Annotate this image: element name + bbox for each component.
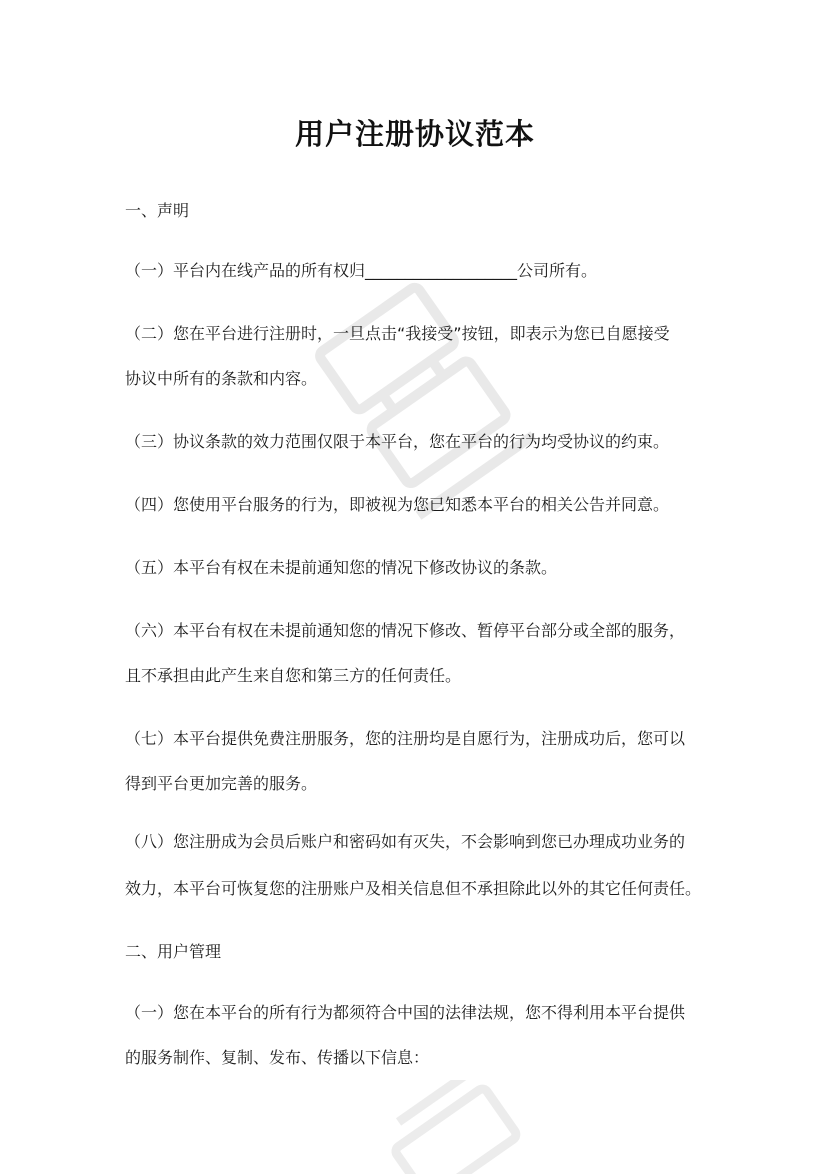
document-title: 用户注册协议范本 [294, 117, 535, 151]
clause-1-8-line-1: （八）您注册成为会员后账户和密码如有灭失，不会影响到您已办理成功业务的 [125, 832, 686, 851]
section-heading-declaration: 一、声明 [125, 201, 190, 220]
clause-1-7-line-1: （七）本平台提供免费注册服务，您的注册均是自愿行为，注册成功后，您可以 [125, 729, 686, 748]
clause-2-1-line-1: （一）您在本平台的所有行为都须符合中国的法律法规，您不得利用本平台提供 [125, 1003, 686, 1022]
clause-1-4-line-1: （四）您使用平台服务的行为，即被视为您已知悉本平台的相关公告并同意。 [125, 495, 670, 514]
clause-1-6-line-1: （六）本平台有权在未提前通知您的情况下修改、暂停平台部分或全部的服务， [125, 621, 686, 640]
section-heading-user-management: 二、用户管理 [125, 942, 222, 961]
clause-2-1-line-2: 的服务制作、复制、发布、传播以下信息： [125, 1048, 430, 1067]
clause-1-2-line-2: 协议中所有的条款和内容。 [125, 369, 318, 388]
clause-1-8-line-2: 效力，本平台可恢复您的注册账户及相关信息但不承担除此以外的其它任何责任。 [125, 879, 702, 898]
clause-1-1-line-1: （一）平台内在线产品的所有权归___________________公司所有。 [125, 261, 598, 280]
clause-1-5-line-1: （五）本平台有权在未提前通知您的情况下修改协议的条款。 [125, 558, 558, 577]
clause-1-6-line-2: 且不承担由此产生来自您和第三方的任何责任。 [125, 666, 462, 685]
watermark-logo-bottom [360, 1080, 560, 1174]
clause-1-2-line-1: （二）您在平台进行注册时，一旦点击“我接受”按钮，即表示为您已自愿接受 [125, 324, 670, 343]
clause-1-3-line-1: （三）协议条款的效力范围仅限于本平台，您在平台的行为均受协议的约束。 [125, 432, 670, 451]
clause-1-7-line-2: 得到平台更加完善的服务。 [125, 774, 318, 793]
